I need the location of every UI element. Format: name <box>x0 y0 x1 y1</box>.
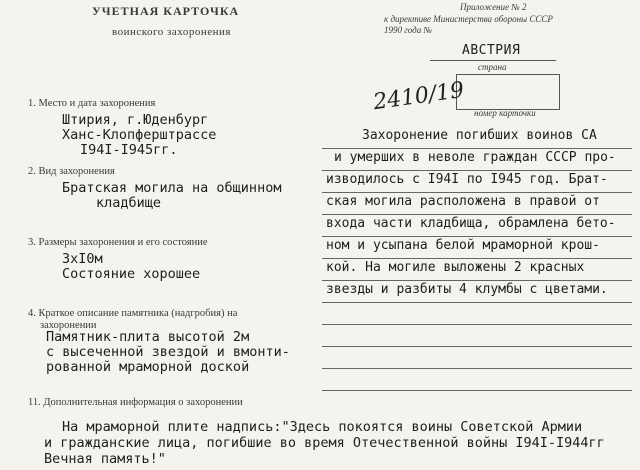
directive-line-2: 1990 года № <box>384 25 432 35</box>
right-text-line-1: Захоронение погибших воинов СА <box>362 128 597 143</box>
card-number-box <box>456 74 560 110</box>
place-line-1: Штирия, г.Юденбург <box>62 112 209 128</box>
rule-line <box>322 192 632 193</box>
additional-line-1: На мраморной плите надпись:"Здесь покоятся воины Советской Армии <box>62 419 583 435</box>
size-line-1: 3xI0м <box>62 251 103 267</box>
rule-line <box>322 258 632 259</box>
type-line-2: кладбище <box>96 195 162 211</box>
rule-line <box>322 280 632 281</box>
rule-line <box>322 302 632 303</box>
rule-line <box>322 214 632 215</box>
card-number-label: номер карточки <box>474 108 536 118</box>
right-text-line-3: изводилось с I94I по I945 год. Брат- <box>326 172 608 187</box>
country-label: страна <box>478 62 507 72</box>
appendix-label: Приложение № 2 <box>460 2 527 12</box>
rule-line <box>322 324 632 325</box>
section-additional-label: 11. Дополнительная информация о захоронении <box>28 397 243 408</box>
card-number-handwritten: 2410/19 <box>371 77 466 116</box>
directive-line-1: к директиве Министерства обороны СССР <box>384 14 553 24</box>
monument-line-2: с высеченной звездой и вмонти- <box>46 344 290 360</box>
section-size-label: 3. Размеры захоронения и его состояние <box>28 237 208 248</box>
rule-line <box>322 148 632 149</box>
right-text-line-8: звезды и разбиты 4 клумбы с цветами. <box>326 282 608 297</box>
monument-line-3: рованной мраморной доской <box>46 359 250 375</box>
size-line-2: Состояние хорошее <box>62 266 201 282</box>
right-text-line-6: ном и усыпана белой мраморной крош- <box>326 238 600 253</box>
right-text-line-2: и умерших в неволе граждан СССР про- <box>334 150 616 165</box>
right-text-line-4: ская могила расположена в правой от <box>326 194 600 209</box>
country-underline <box>430 60 556 61</box>
rule-line <box>322 170 632 171</box>
place-line-3: I94I-I945гг. <box>80 142 178 158</box>
section-monument-label-1: 4. Краткое описание памятника (надгробия) на <box>28 308 238 319</box>
place-line-2: Ханс-Клопферштрассе <box>62 127 217 143</box>
rule-line <box>322 236 632 237</box>
right-text-line-5: входа части кладбища, обрамлена бето- <box>326 216 616 231</box>
additional-line-3: Вечная память!" <box>44 451 166 467</box>
additional-line-2: и гражданские лица, погибшие во время Отечественной войны I94I-I944гг <box>44 435 605 451</box>
card-subtitle: воинского захоронения <box>112 26 231 38</box>
section-monument-label-2: захоронении <box>40 320 97 331</box>
rule-line <box>322 390 632 391</box>
rule-line <box>322 368 632 369</box>
card-title: УЧЕТНАЯ КАРТОЧКА <box>92 4 240 18</box>
monument-line-1: Памятник-плита высотой 2м <box>46 329 250 345</box>
section-place-label: 1. Место и дата захоронения <box>28 98 156 109</box>
rule-line <box>322 346 632 347</box>
type-line-1: Братская могила на общинном <box>62 180 282 196</box>
right-text-line-7: кой. На могиле выложены 2 красных <box>326 260 585 275</box>
section-type-label: 2. Вид захоронения <box>28 166 115 177</box>
country-value: АВСТРИЯ <box>462 43 521 58</box>
